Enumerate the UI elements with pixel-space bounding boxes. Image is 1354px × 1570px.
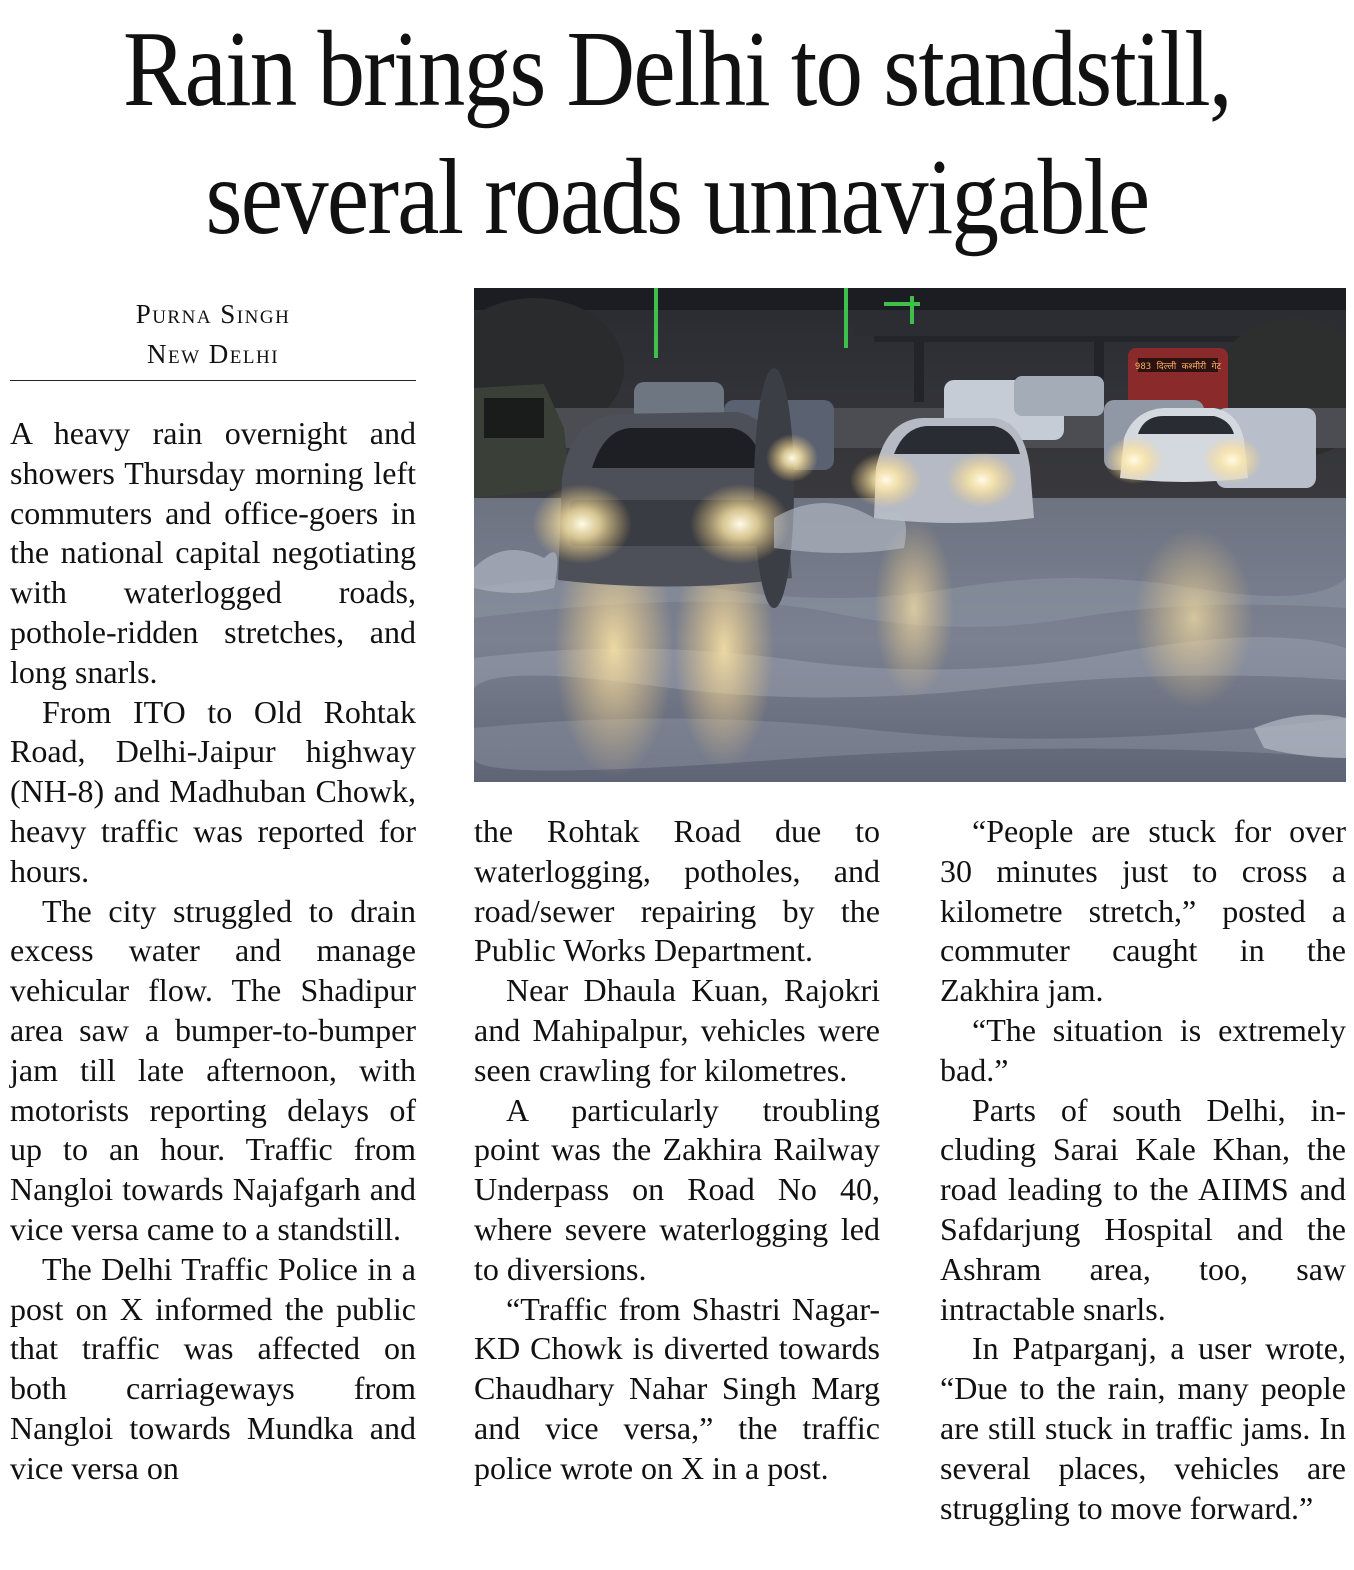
author-name: Purna Singh [135,299,291,329]
headline-line-1: Rain brings Delhi to standstill, [123,10,1231,129]
bus-destination-sign: 983 दिल्ली कश्मीरी गेट [1134,362,1222,372]
headline [81,6,1273,262]
headline-line-2: several roads unnavigable [205,138,1149,257]
paragraph: the Rohtak Road due to waterlogging, potholes, and road/sewer repairing by the Public Works Department. [474,813,880,969]
dateline-location: New Delhi [146,339,280,369]
flooded-road-illustration [474,288,1346,782]
article-column-2 [474,812,880,1489]
byline [10,294,416,374]
byline-divider [10,380,416,381]
paragraph: A particularly troubling point was the Zakhira Railway Underpass on Road No 40, where severe waterlogging led to diversions. [474,1091,880,1287]
paragraph: A heavy rain overnight and showers Thursday morning left commuters and office-goers in the national capital negotiating with waterlogged roads, pothole-ridden stretches, and long snarls. [10,415,416,690]
paragraph: Parts of south Delhi, including Sarai Kale Khan, the road leading to the AIIMS and Safdarjung Hospital and the Ashram area, too, saw intractable snarls. [940,1091,1346,1327]
paragraph: “People are stuck for over 30 minutes just to cross a kilometre stretch,” posted a commuter caught in the Zakhira jam. [940,813,1346,1009]
paragraph: Near Dhaula Kuan, Rajokri and Mahipalpur, vehicles were seen crawling for kilometres. [474,972,880,1088]
paragraph: “Traffic from Shastri Nagar-KD Chowk is diverted towards Chaudhary Nahar Singh Marg and vice versa,” the traffic police wrote on X in a post. [474,1290,880,1486]
news-photo-flooded-road [474,288,1346,782]
article-column-1 [10,414,416,1489]
paragraph: In Patparganj, a user wrote, “Due to the rain, many people are still stuck in traffic jams. In several places, vehicles are struggling to move forward.” [940,1330,1346,1526]
paragraph: The Delhi Traffic Police in a post on X informed the public that traffic was affected on both carriageways from Nangloi towards Mundka and vice versa on [10,1250,416,1486]
paragraph: From ITO to Old Rohtak Road, Delhi-Jaipur highway (NH-8) and Madhuban Chowk, heavy traffic was reported for hours. [10,693,416,889]
paragraph: “The situation is extremely bad.” [940,1011,1346,1088]
article-column-3 [940,812,1346,1528]
paragraph: The city struggled to drain excess water and manage vehicular flow. The Shadipur area saw a bumper-to-bumper jam till late afternoon, with motorists reporting delays of up to an hour. Traffic from Nangloi towards Najafgarh and vice versa came to a standstill. [10,892,416,1247]
